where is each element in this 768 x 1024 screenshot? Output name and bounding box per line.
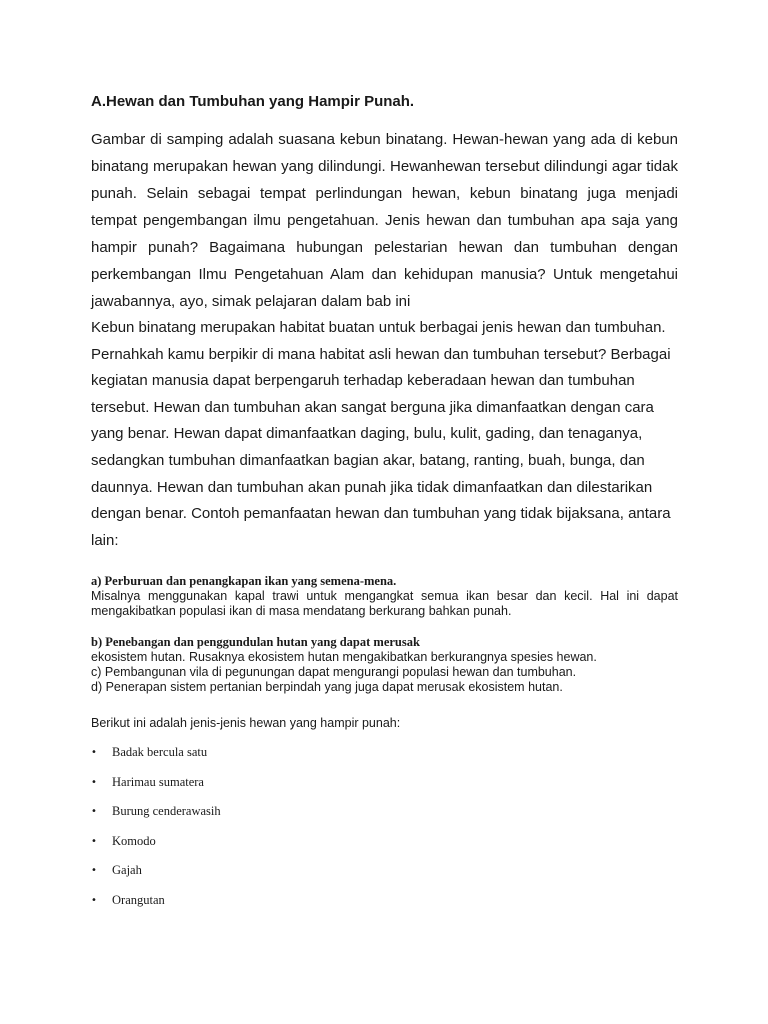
species-name: Harimau sumatera <box>112 774 204 789</box>
list-item <box>91 863 678 893</box>
bullet-icon: • <box>91 894 97 906</box>
section-b <box>91 635 678 695</box>
species-name: Gajah <box>112 863 142 878</box>
species-list <box>91 745 678 922</box>
page-title: A.Hewan dan Tumbuhan yang Hampir Punah. <box>91 93 415 110</box>
section-a <box>91 574 678 619</box>
bullet-icon: • <box>91 806 97 818</box>
section-b-body: ekosistem hutan. Rusaknya ekosistem hutan mengakibatkan berkurangnya spesies hewan. <box>91 650 597 665</box>
list-item <box>91 775 678 805</box>
bullet-icon: • <box>91 747 97 759</box>
section-a-title: a) Perburuan dan penangkapan ikan yang semena-mena. <box>91 574 397 589</box>
species-name: Komodo <box>112 833 156 848</box>
list-item <box>91 834 678 864</box>
section-a-body: Misalnya menggunakan kapal trawi untuk mengangkat semua ikan besar dan kecil. Hal ini dapat mengakibatkan populasi ikan di masa mendatang berkurang bahkan punah. <box>91 589 678 619</box>
list-item <box>91 893 678 923</box>
species-name: Badak bercula satu <box>112 745 208 760</box>
species-name: Orangutan <box>112 892 165 907</box>
section-c-item: c) Pembangunan vila di pegunungan dapat mengurangi populasi hewan dan tumbuhan. <box>91 665 577 680</box>
species-list-intro: Berikut ini adalah jenis-jenis hewan yang hampir punah: <box>91 716 401 731</box>
paragraph-intro: Gambar di samping adalah suasana kebun binatang. Hewan-hewan yang ada di kebun binatang merupakan hewan yang dilindungi. Hewanhewan tersebut dilindungi agar tidak punah. Selain sebagai tempat perlindungan hewan, kebun binatang juga menjadi tempat pengembangan ilmu pengetahuan. Jenis hewan dan tumbuhan apa saja yang hampir punah? Bagaimana hubungan pelestarian hewan dan tumbuhan dengan perkembangan Ilmu Pengetahuan Alam dan kehidupan manusia? Untuk mengetahui jawabannya, ayo, simak pelajaran dalam bab ini <box>91 131 678 310</box>
document-page <box>91 92 678 922</box>
paragraph-habitat: Kebun binatang merupakan habitat buatan untuk berbagai jenis hewan dan tumbuhan. Pernahkah kamu berpikir di mana habitat asli hewan dan tumbuhan tersebut? Berbagai kegiatan manusia dapat berpengaruh terhadap keberadaan hewan dan tumbuhan tersebut. Hewan dan tumbuhan akan sangat berguna jika dimanfaatkan dengan cara yang benar. Hewan dapat dimanfaatkan daging, bulu, kulit, gading, dan tenaganya, sedangkan tumbuhan dimanfaatkan bagian akar, batang, ranting, buah, bunga, dan daunnya. Hewan dan tumbuhan akan punah jika tidak dimanfaatkan dan dilestarikan dengan benar. Contoh pemanfaatan hewan dan tumbuhan yang tidak bijaksana, antara lain: <box>91 319 671 549</box>
list-item <box>91 804 678 834</box>
bullet-icon: • <box>91 776 97 788</box>
section-b-title: b) Penebangan dan penggundulan hutan yang dapat merusak <box>91 635 420 650</box>
species-name: Burung cenderawasih <box>112 804 221 819</box>
section-d-item: d) Penerapan sistem pertanian berpindah yang juga dapat merusak ekosistem hutan. <box>91 680 563 695</box>
bullet-icon: • <box>91 835 97 847</box>
list-item <box>91 745 678 775</box>
bullet-icon: • <box>91 865 97 877</box>
